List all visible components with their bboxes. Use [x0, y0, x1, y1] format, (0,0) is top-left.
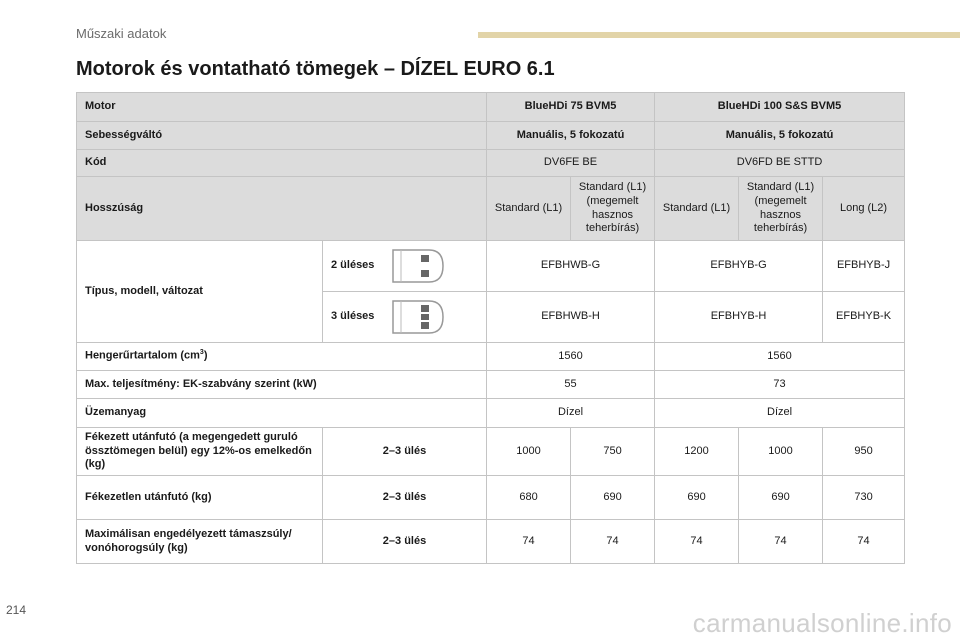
- table-row-length: [77, 177, 905, 241]
- nose-weight-value: 74: [571, 520, 655, 564]
- gearbox-engine2: Manuális, 5 fokozatú: [655, 122, 905, 150]
- length-value: Standard (L1): [655, 177, 739, 241]
- displacement-label: Hengerűrtartalom $(cm^3)$: [77, 343, 487, 371]
- seats-3-cell: [323, 292, 487, 343]
- table-row-power: [77, 371, 905, 399]
- nose-weight-value: 74: [487, 520, 571, 564]
- table-row-motor: [77, 93, 905, 122]
- table-row-nose-weight: [77, 520, 905, 564]
- unbraked-trailer-value: 680: [487, 476, 571, 520]
- displacement-engine2: 1560: [655, 343, 905, 371]
- table-row-braked-trailer: [77, 428, 905, 476]
- nose-weight-value: 74: [655, 520, 739, 564]
- length-value: Standard (L1): [487, 177, 571, 241]
- seats-3-label: 3 üléses: [331, 310, 375, 323]
- braked-trailer-value: 1200: [655, 428, 739, 476]
- type-3-seats-engine1: EFBHWB-H: [487, 292, 655, 343]
- section-label: Műszaki adatok: [76, 26, 167, 41]
- table-row-unbraked-trailer: [77, 476, 905, 520]
- fuel-engine1: Dízel: [487, 399, 655, 428]
- length-value: Standard (L1) (megemelt hasznos teherbírás): [571, 177, 655, 241]
- unbraked-trailer-value: 730: [823, 476, 905, 520]
- motor-label: Motor: [77, 93, 487, 122]
- engine-specs-table: [76, 92, 905, 564]
- braked-trailer-value: 750: [571, 428, 655, 476]
- table-row-type-2-seats: [77, 241, 905, 292]
- table-row-displacement: [77, 343, 905, 371]
- fuel-label: Üzemanyag: [77, 399, 487, 428]
- seats-2-label: 2 üléses: [331, 259, 375, 272]
- unbraked-trailer-value: 690: [571, 476, 655, 520]
- table-row-gearbox: [77, 122, 905, 150]
- type-2-seats-engine2-l2: EFBHYB-J: [823, 241, 905, 292]
- length-value: Long (L2): [823, 177, 905, 241]
- power-label: Max. teljesítmény: EK-szabvány szerint (kW): [77, 371, 487, 399]
- type-3-seats-engine2-l1: EFBHYB-H: [655, 292, 823, 343]
- code-engine2: DV6FD BE STTD: [655, 150, 905, 177]
- type-3-seats-engine2-l2: EFBHYB-K: [823, 292, 905, 343]
- seats-2-cell: [323, 241, 487, 292]
- unbraked-trailer-value: 690: [739, 476, 823, 520]
- power-engine1: 55: [487, 371, 655, 399]
- braked-trailer-value: 1000: [487, 428, 571, 476]
- code-engine1: DV6FE BE: [487, 150, 655, 177]
- type-label: Típus, modell, változat: [77, 241, 323, 343]
- braked-trailer-value: 1000: [739, 428, 823, 476]
- motor-engine1: BlueHDi 75 BVM5: [487, 93, 655, 122]
- unbraked-trailer-seats: 2–3 ülés: [323, 476, 487, 520]
- page-title: Motorok és vontatható tömegek – DÍZEL EURO 6.1: [76, 58, 555, 80]
- nose-weight-value: 74: [739, 520, 823, 564]
- fuel-engine2: Dízel: [655, 399, 905, 428]
- watermark: carmanualsonline.info: [692, 608, 952, 638]
- motor-engine2: BlueHDi 100 S&S BVM5: [655, 93, 905, 122]
- van-3-seats-icon: [389, 297, 447, 337]
- length-label: Hosszúság: [77, 177, 487, 241]
- page-number: 214: [6, 603, 27, 617]
- table-row-fuel: [77, 399, 905, 428]
- gearbox-label: Sebességváltó: [77, 122, 487, 150]
- table-row-code: [77, 150, 905, 177]
- length-value: Standard (L1) (megemelt hasznos teherbírás): [739, 177, 823, 241]
- braked-trailer-value: 950: [823, 428, 905, 476]
- power-engine2: 73: [655, 371, 905, 399]
- van-2-seats-icon: [389, 246, 447, 286]
- header-accent-bar: [478, 32, 960, 38]
- type-2-seats-engine2-l1: EFBHYB-G: [655, 241, 823, 292]
- nose-weight-value: 74: [823, 520, 905, 564]
- unbraked-trailer-label: Fékezetlen utánfutó (kg): [77, 476, 323, 520]
- gearbox-engine1: Manuális, 5 fokozatú: [487, 122, 655, 150]
- nose-weight-label: Maximálisan engedélyezett támaszsúly/ vonóhorogsúly (kg): [77, 520, 323, 564]
- unit-superscript: 3: [199, 349, 204, 357]
- type-2-seats-engine1: EFBHWB-G: [487, 241, 655, 292]
- braked-trailer-label: Fékezett utánfutó (a megengedett guruló össztömegen belül) egy 12%-os emelkedőn (kg): [77, 428, 323, 476]
- nose-weight-seats: 2–3 ülés: [323, 520, 487, 564]
- code-label: Kód: [77, 150, 487, 177]
- displacement-engine1: 1560: [487, 343, 655, 371]
- unbraked-trailer-value: 690: [655, 476, 739, 520]
- braked-trailer-seats: 2–3 ülés: [323, 428, 487, 476]
